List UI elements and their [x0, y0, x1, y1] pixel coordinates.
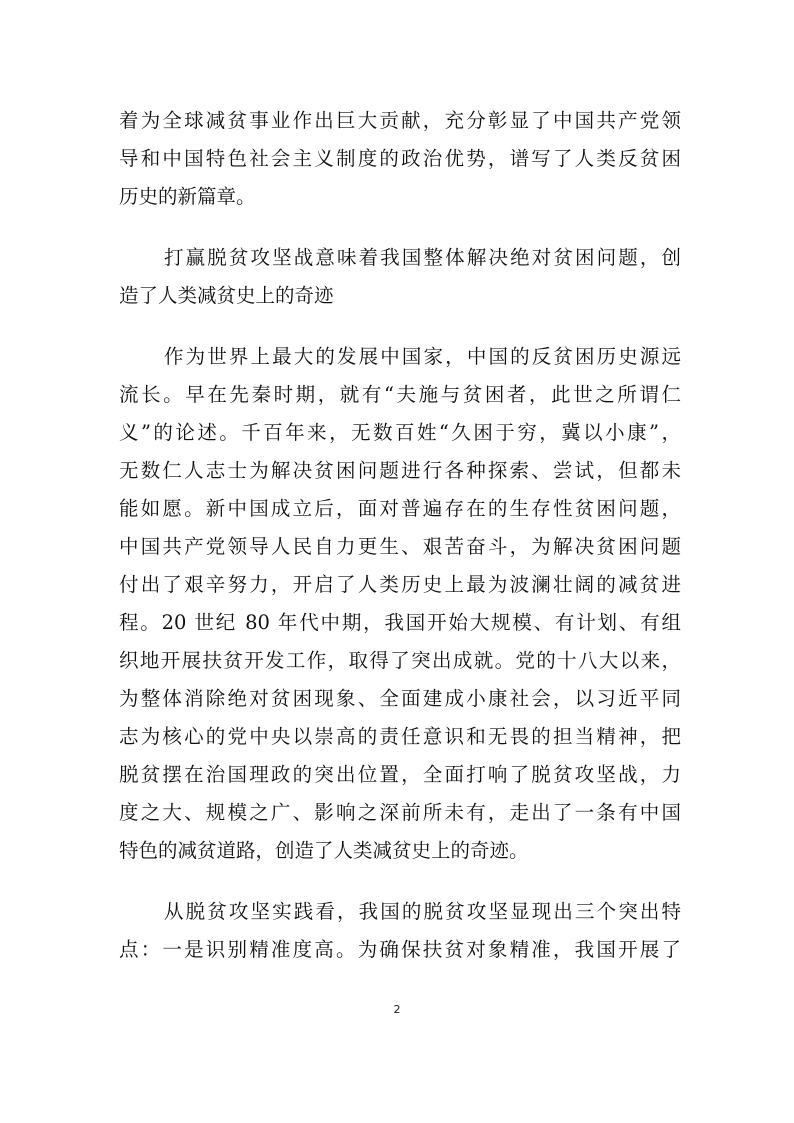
text-line: 打赢脱贫攻坚战意味着我国整体解决绝对贫困问题，创	[164, 246, 681, 269]
text-line: 程。20 世纪 80 年代中期，我国开始大规模、有计划、有组	[119, 611, 681, 634]
paragraph-history	[119, 338, 681, 870]
text-line: 脱贫摆在治国理政的突出位置，全面打响了脱贫攻坚战，力	[119, 763, 681, 786]
text-line: 造了人类减贫史上的奇迹	[119, 284, 334, 307]
page-number: 2	[393, 1003, 401, 1016]
text-line: 志为核心的党中央以崇高的责任意识和无畏的担当精神，把	[119, 725, 681, 748]
text-line: 作为世界上最大的发展中国家，中国的反贫困历史源远	[164, 345, 681, 368]
text-line: 流长。早在先秦时期，就有“夫施与贫困者，此世之所谓仁	[119, 383, 681, 406]
text-line: 能如愿。新中国成立后，面对普遍存在的生存性贫困问题，	[119, 497, 681, 520]
paragraph-continuation	[119, 102, 681, 216]
paragraph-practice	[119, 893, 681, 969]
paragraph-heading	[119, 239, 681, 315]
text-line: 付出了艰辛努力，开启了人类历史上最为波澜壮阔的减贫进	[119, 573, 681, 596]
text-line: 从脱贫攻坚实践看，我国的脱贫攻坚显现出三个突出特	[164, 900, 681, 923]
text-line: 特色的减贫道路，创造了人类减贫史上的奇迹。	[119, 839, 529, 862]
text-line: 历史的新篇章。	[119, 185, 256, 208]
text-line: 着为全球减贫事业作出巨大贡献，充分彰显了中国共产党领	[119, 109, 681, 132]
text-line: 中国共产党领导人民自力更生、艰苦奋斗，为解决贫困问题	[119, 535, 681, 558]
text-line: 织地开展扶贫开发工作，取得了突出成就。党的十八大以来，	[119, 649, 681, 672]
text-line: 无数仁人志士为解决贫困问题进行各种探索、尝试，但都未	[119, 459, 681, 482]
text-line: 点：一是识别精准度高。为确保扶贫对象精准，我国开展了	[119, 938, 681, 961]
text-line: 为整体消除绝对贫困现象、全面建成小康社会，以习近平同	[119, 687, 681, 710]
text-line: 度之大、规模之广、影响之深前所未有，走出了一条有中国	[119, 801, 681, 824]
text-line: 导和中国特色社会主义制度的政治优势，谱写了人类反贫困	[119, 147, 681, 170]
document-body	[119, 102, 681, 969]
text-line: 义”的论述。千百年来，无数百姓“久困于穷，冀以小康”，	[119, 421, 681, 444]
